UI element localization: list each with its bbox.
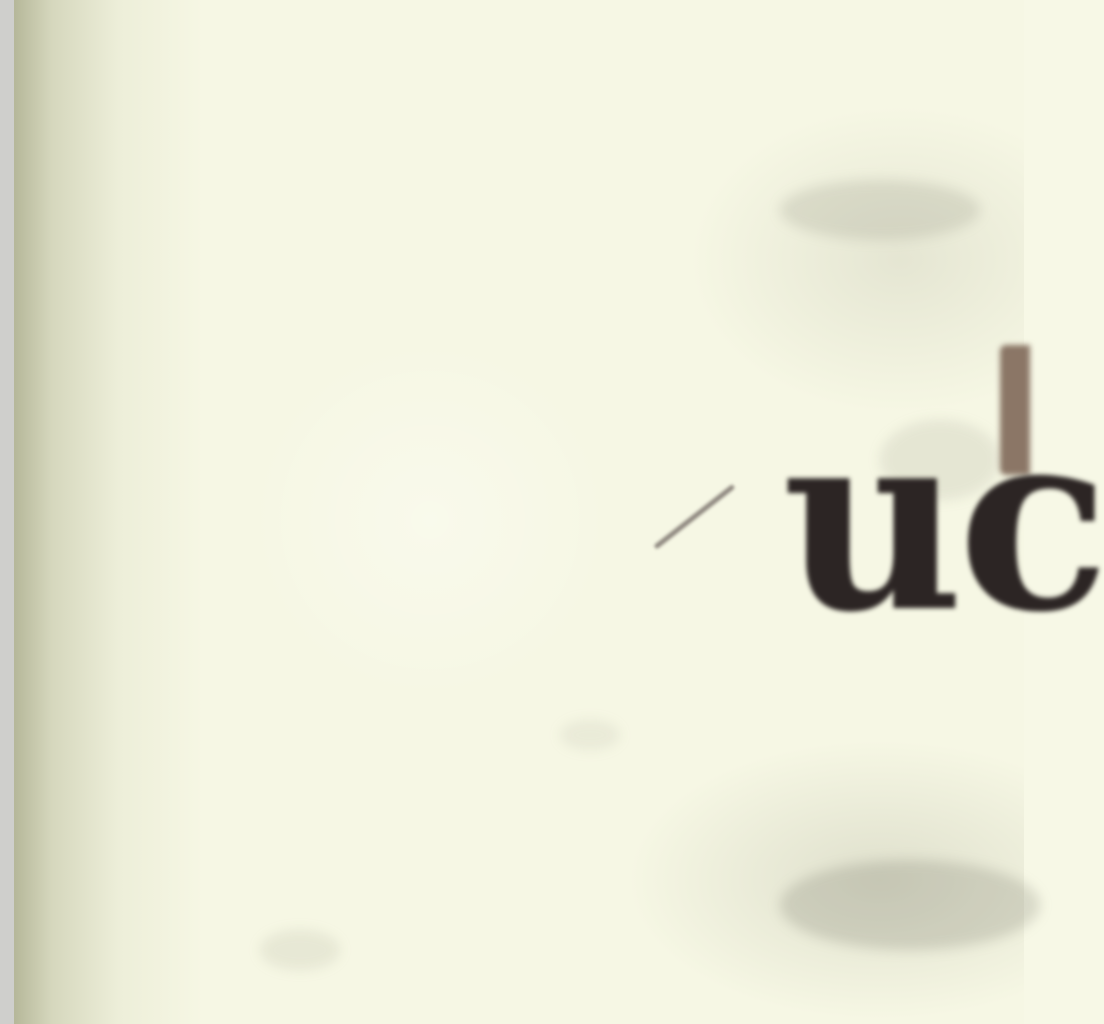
paper-stain: [560, 720, 620, 750]
printed-text-fragment: uc: [782, 373, 1104, 667]
paper-stain: [260, 930, 340, 970]
paper-stain: [780, 180, 980, 240]
scan-border: [0, 0, 14, 1024]
page-gutter-shadow: [14, 0, 204, 1024]
paper-stain: [780, 860, 1040, 950]
ink-mark: [653, 484, 735, 550]
